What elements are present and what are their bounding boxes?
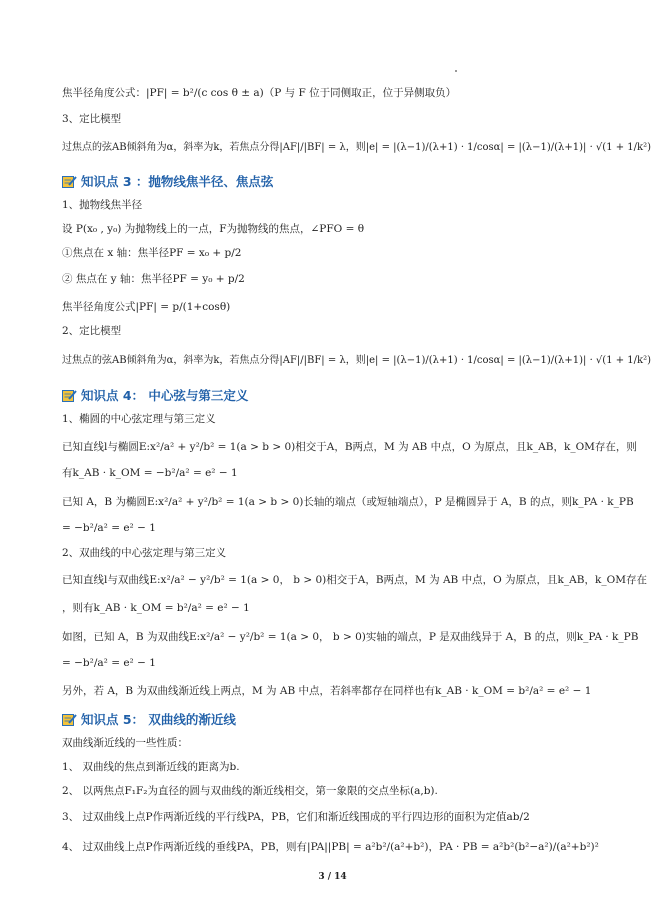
section-heading-5 bbox=[62, 710, 236, 728]
text-line: = −b²/a² = e² − 1 bbox=[62, 522, 156, 534]
heading-text: 知识点 3 ：抛物线焦半径、焦点弦 bbox=[81, 174, 274, 189]
heading-text: 知识点 4： 中心弦与第三定义 bbox=[81, 388, 249, 403]
notepad-pencil-icon bbox=[62, 713, 77, 726]
text-line: 另外，若 A，B 为双曲线渐近线上两点，M 为 AB 中点，若斜率都存在同样也有k_AB · k_OM = b²/a² = e² − 1 bbox=[62, 685, 592, 697]
text-line: 2、定比模型 bbox=[62, 325, 122, 337]
text-line: 焦半径角度公式|PF| = p/(1+cosθ) bbox=[62, 301, 231, 313]
text-line: 过焦点的弦AB倾斜角为α，斜率为k，若焦点分得|AF|/|BF| = λ，则|e| = |(λ−1)/(λ+1) · 1/cosα| = |(λ−1)/(λ+1)| · √(1 + 1/k²) bbox=[62, 355, 652, 366]
text-line: 4、 过双曲线上点P作两渐近线的垂线PA，PB，则有|PA||PB| = a²b²/(a²+b²)，PA · PB = a²b²(b²−a²)/(a²+b²)² bbox=[62, 841, 599, 853]
text-line: ② 焦点在 y 轴：焦半径PF = y₀ + p/2 bbox=[62, 273, 245, 285]
text-line: 如图，已知 A，B 为双曲线E:x²/a² − y²/b² = 1(a > 0， b > 0)实轴的端点，P 是双曲线异于 A，B 的点，则k_PA · k_PB bbox=[62, 631, 639, 643]
text-line: 焦半径角度公式：|PF| = b²/(c cos θ ± a)（P 与 F 位于同侧取正，位于异侧取负） bbox=[62, 87, 457, 99]
notepad-pencil-icon bbox=[62, 389, 77, 402]
text-line: 有k_AB · k_OM = −b²/a² = e² − 1 bbox=[62, 467, 238, 479]
text-line: 过焦点的弦AB倾斜角为α，斜率为k，若焦点分得|AF|/|BF| = λ，则|e| = |(λ−1)/(λ+1) · 1/cosα| = |(λ−1)/(λ+1)| · √(1 + 1/k²) bbox=[62, 142, 652, 153]
text-line: ①焦点在 x 轴：焦半径PF = x₀ + p/2 bbox=[62, 247, 242, 259]
text-line: 2、 以两焦点F₁F₂为直径的圆与双曲线的渐近线相交，第一象限的交点坐标(a,b). bbox=[62, 785, 438, 797]
text-line: 3、 过双曲线上点P作两渐近线的平行线PA，PB，它们和渐近线围成的平行四边形的面积为定值ab/2 bbox=[62, 811, 530, 823]
section-heading-3 bbox=[62, 172, 273, 190]
heading-text: 知识点 5： 双曲线的渐近线 bbox=[81, 712, 236, 727]
text-line: 已知直线l与椭圆E:x²/a² + y²/b² = 1(a > b > 0)相交于A，B两点，M 为 AB 中点，O 为原点，且k_AB，k_OM存在，则 bbox=[62, 441, 637, 453]
text-line: 设 P(x₀ , y₀) 为抛物线上的一点，F为抛物线的焦点，∠PFO = θ bbox=[62, 223, 365, 235]
text-line: 2、双曲线的中心弦定理与第三定义 bbox=[62, 547, 227, 559]
text-line: 1、椭圆的中心弦定理与第三定义 bbox=[62, 413, 216, 425]
notepad-pencil-icon bbox=[62, 175, 77, 188]
text-line: 1、 双曲线的焦点到渐近线的距离为b. bbox=[62, 761, 240, 773]
text-line: 1、抛物线焦半径 bbox=[62, 199, 143, 211]
text-line: 已知直线l与双曲线E:x²/a² − y²/b² = 1(a > 0， b > 0)相交于A，B两点，M 为 AB 中点，O 为原点，且k_AB，k_OM存在 bbox=[62, 574, 647, 586]
page-number: 3 / 14 bbox=[318, 872, 347, 882]
text-line: 双曲线渐近线的一些性质： bbox=[62, 737, 188, 749]
page-speck bbox=[455, 70, 457, 72]
section-heading-4 bbox=[62, 386, 248, 404]
text-line: 3、定比模型 bbox=[62, 113, 122, 125]
text-line: = −b²/a² = e² − 1 bbox=[62, 657, 156, 669]
text-line: ，则有k_AB · k_OM = b²/a² = e² − 1 bbox=[62, 602, 250, 614]
text-line: 已知 A，B 为椭圆E:x²/a² + y²/b² = 1(a > b > 0)长轴的端点（或短轴端点），P 是椭圆异于 A，B 的点，则k_PA · k_PB bbox=[62, 496, 634, 508]
